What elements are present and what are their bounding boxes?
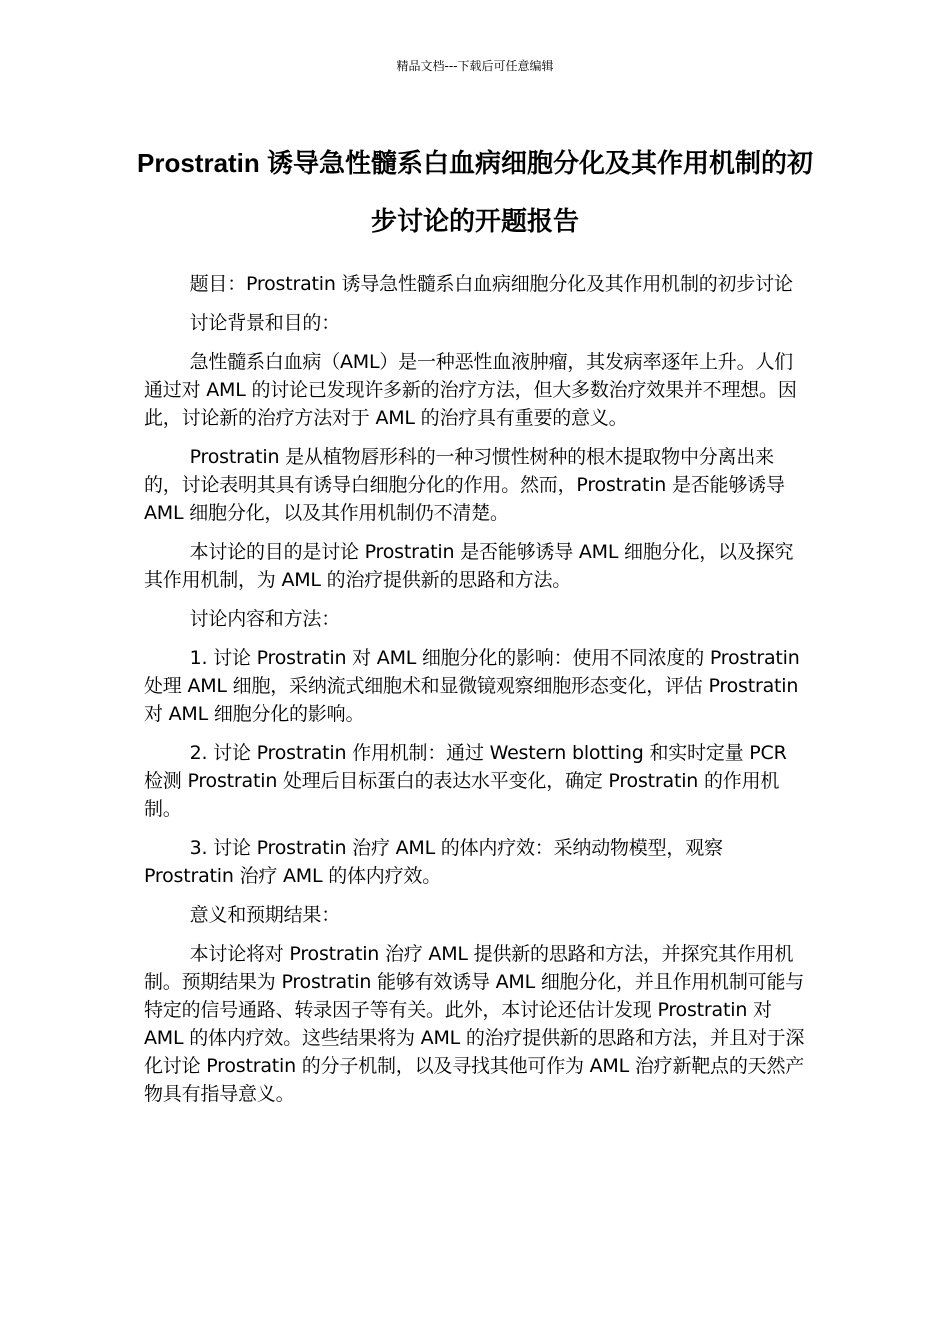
method-item-3: 3. 讨论 Prostratin 治疗 AML 的体内疗效：采纳动物模型，观察 Prostratin 治疗 AML 的体内疗效。 <box>144 837 723 887</box>
method-item-2: 2. 讨论 Prostratin 作用机制：通过 Western blotting 和实时定量 PCR 检测 Prostratin 处理后目标蛋白的表达水平变化，确定 Prostratin 的作用机制。 <box>144 742 787 820</box>
document-body <box>144 270 808 1119</box>
background-paragraph-3: 本讨论的目的是讨论 Prostratin 是否能够诱导 AML 细胞分化，以及探究其作用机制，为 AML 的治疗提供新的思路和方法。 <box>144 541 794 591</box>
topic-paragraph: 题目：Prostratin 诱导急性髓系白血病细胞分化及其作用机制的初步讨论 <box>189 273 793 295</box>
document-title: Prostratin 诱导急性髓系白血病细胞分化及其作用机制的初步讨论的开题报告 <box>136 148 814 236</box>
method-item-1: 1. 讨论 Prostratin 对 AML 细胞分化的影响：使用不同浓度的 Prostratin 处理 AML 细胞，采纳流式细胞术和显微镜观察细胞形态变化，评估 Prostratin 对 AML 细胞分化的影响。 <box>144 647 800 725</box>
methods-heading: 讨论内容和方法： <box>189 608 340 630</box>
background-paragraph-1: 急性髓系白血病（AML）是一种恶性血液肿瘤，其发病率逐年上升。人们通过对 AML 的讨论已发现许多新的治疗方法，但大多数治疗效果并不理想。因此，讨论新的治疗方法对于 AML 的治疗具有重要的意义。 <box>144 351 797 429</box>
significance-heading: 意义和预期结果： <box>189 904 340 926</box>
significance-paragraph: 本讨论将对 Prostratin 治疗 AML 提供新的思路和方法，并探究其作用机制。预期结果为 Prostratin 能够有效诱导 AML 细胞分化，并且作用机制可能与特定的信号通路、转录因子等有关。此外，本讨论还估计发现 Prostratin 对 AML 的体内疗效。这些结果将为 AML 的治疗提供新的思路和方法，并且对于深化讨论 Prostratin 的分子机制，以及寻找其他可作为 AML 治疗新靶点的天然产物具有指导意义。 <box>144 943 805 1105</box>
background-heading: 讨论背景和目的： <box>189 312 340 334</box>
header-note: 精品文档---下载后可任意编辑 <box>396 59 554 73</box>
background-paragraph-2: Prostratin 是从植物唇形科的一种习惯性树种的根木提取物中分离出来的，讨论表明其具有诱导白细胞分化的作用。然而，Prostratin 是否能够诱导 AML 细胞分化，以及其作用机制仍不清楚。 <box>144 446 785 524</box>
